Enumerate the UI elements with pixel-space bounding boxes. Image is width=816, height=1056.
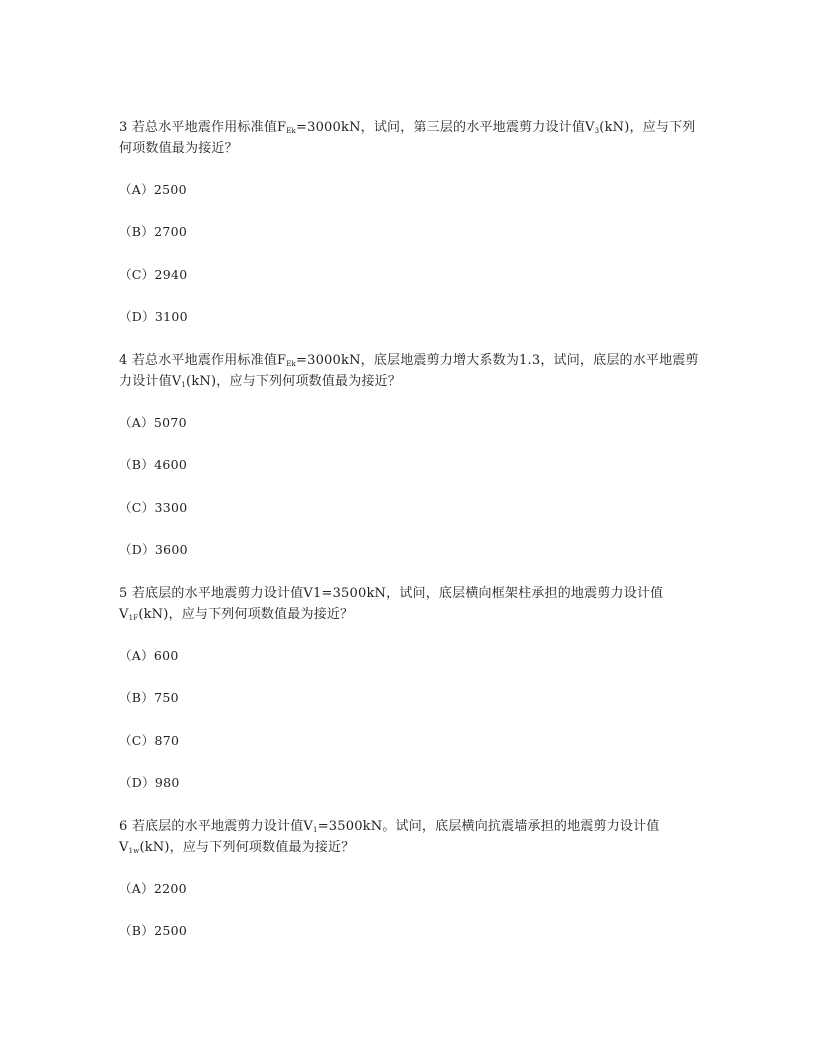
question-text: =3000kN，底层地震剪力增大系数为1.3，试问，底层的水平地震剪力设计值V [119, 353, 699, 389]
question-3 [119, 117, 699, 159]
subscript: 1F [128, 614, 139, 622]
option-5c: （C）870 [119, 733, 180, 748]
option-4b: （B）4600 [119, 457, 188, 472]
option-4d: （D）3600 [119, 542, 188, 557]
question-number: 6 [119, 819, 128, 834]
question-text: (kN)，应与下列何项数值最为接近？ [138, 607, 354, 622]
option-3c: （C）2940 [119, 267, 188, 282]
question-text: 若总水平地震作用标准值F [131, 353, 287, 368]
question-number: 5 [119, 586, 128, 601]
question-text: 若底层的水平地震剪力设计值V1=3500kN，试问，底层横向框架柱承担的地震剪力设计值V [119, 586, 664, 622]
question-text: (kN)，应与下列何项数值最为接近？ [139, 840, 355, 855]
question-text: (kN)，应与下列何项数值最为接近？ [186, 374, 402, 389]
subscript: 1 [313, 826, 318, 834]
question-number: 4 [119, 353, 128, 368]
question-4 [119, 350, 699, 392]
option-6a: （A）2200 [119, 881, 187, 896]
option-6b: （B）2500 [119, 923, 188, 938]
option-4c: （C）3300 [119, 500, 188, 515]
option-5d: （D）980 [119, 775, 180, 790]
subscript: Ek [286, 360, 297, 368]
option-4a: （A）5070 [119, 415, 187, 430]
option-3d: （D）3100 [119, 309, 188, 324]
question-6 [119, 816, 699, 858]
question-text: =3500kN。试问，底层横向抗震墙承担的地震剪力设计值V [119, 819, 660, 855]
subscript: 1w [128, 847, 140, 855]
question-text: 若底层的水平地震剪力设计值V [131, 819, 314, 834]
option-3a: （A）2500 [119, 182, 187, 197]
option-3b: （B）2700 [119, 224, 188, 239]
subscript: 3 [594, 127, 600, 135]
question-5 [119, 583, 699, 625]
question-number: 3 [119, 120, 128, 135]
option-5a: （A）600 [119, 648, 179, 663]
question-text: (kN)，应与下列何项数值最为接近？ [119, 120, 696, 156]
question-text: 若总水平地震作用标准值F [131, 120, 287, 135]
question-text: =3000kN，试问，第三层的水平地震剪力设计值V [296, 120, 595, 135]
subscript: 1 [181, 381, 187, 389]
option-5b: （B）750 [119, 690, 179, 705]
subscript: Ek [286, 127, 297, 135]
